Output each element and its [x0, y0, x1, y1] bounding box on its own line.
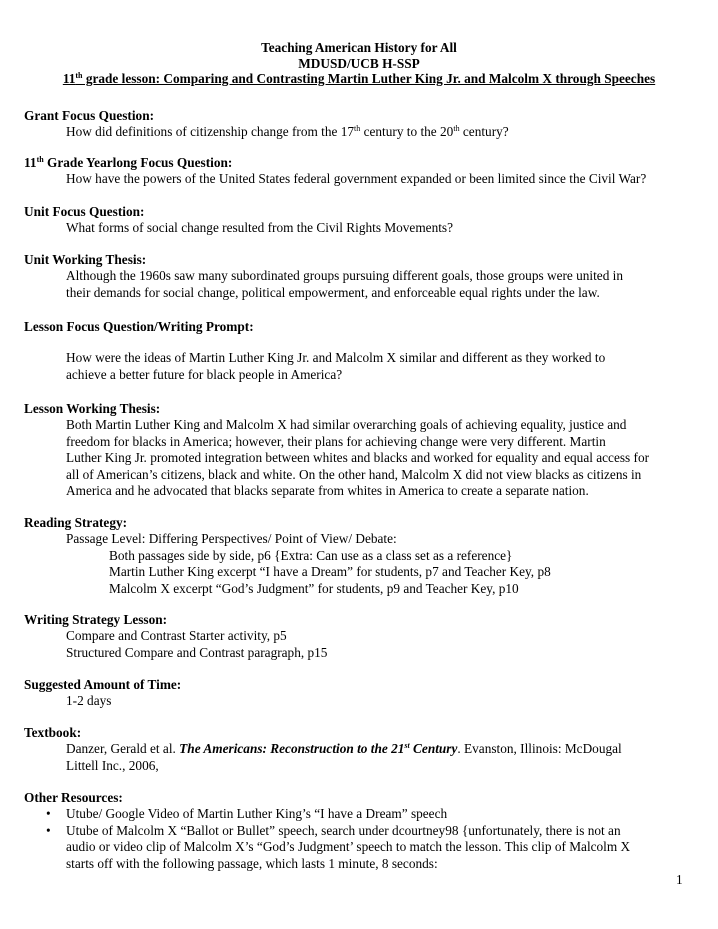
resources-list: [24, 806, 694, 872]
document-header: [0, 40, 718, 87]
textbook-citation: Danzer, Gerald et al. The Americans: Reconstruction to the 21st Century. Evanston, Illinois: McDougal: [66, 741, 622, 757]
lesson-thesis-line: all of American’s citizens, black and white. On the other hand, Malcolm X did not view blacks as citizens in: [66, 466, 642, 482]
resource-text: Utube/ Google Video of Martin Luther King’s “I have a Dream” speech: [66, 806, 448, 822]
textbook-title: The Americans: Reconstruction to the 21st Century: [179, 741, 458, 757]
reading-item: Both passages side by side, p6 {Extra: Can use as a class set as a reference}: [109, 547, 513, 563]
lesson-thesis-heading: Lesson Working Thesis:: [24, 401, 161, 416]
time-value: 1-2 days: [66, 693, 112, 709]
header-program: MDUSD/UCB H-SSP: [298, 55, 420, 71]
time-heading: Suggested Amount of Time:: [24, 677, 182, 692]
resource-text-line: Utube of Malcolm X “Ballot or Bullet” speech, search under dcourtney98 {unfortunately, there is not an: [66, 822, 621, 838]
grant-focus-question: How did definitions of citizenship change from the 17th century to the 20th century?: [66, 124, 509, 140]
yearlong-focus-question: How have the powers of the United States federal government expanded or been limited since the Civil War?: [66, 171, 647, 187]
bullet-icon: •: [46, 806, 51, 822]
resources-heading: Other Resources:: [24, 790, 123, 805]
list-item: [24, 823, 694, 872]
lesson-thesis-line: Luther King Jr. promoted integration between whites and blacks and worked for equality and equal access for: [66, 450, 650, 466]
unit-thesis-section: [24, 252, 694, 301]
resource-text-line: starts off with the following passage, which lasts 1 minute, 8 seconds:: [66, 855, 438, 871]
writing-item: Compare and Contrast Starter activity, p5: [66, 628, 287, 644]
lesson-title: 11th grade lesson: Comparing and Contrasting Martin Luther King Jr. and Malcolm X through Speeches: [62, 71, 656, 86]
writing-strategy-heading: Writing Strategy Lesson:: [24, 612, 168, 627]
unit-thesis-line: their demands for social change, political empowerment, and enforceable equal rights under the law.: [66, 284, 600, 300]
lesson-focus-line: How were the ideas of Martin Luther King Jr. and Malcolm X similar and different as they worked to: [66, 350, 606, 366]
resource-text-line: audio or video clip of Malcolm X’s “God’s Judgment’ speech to match the lesson. This clip of Malcolm X: [66, 839, 631, 855]
lesson-thesis-line: Both Martin Luther King and Malcolm X had similar overarching goals of achieving equality, justice and: [66, 417, 627, 433]
time-section: [24, 677, 694, 710]
textbook-citation-line: Littell Inc., 2006,: [66, 757, 159, 773]
lesson-focus-line: achieve a better future for black people in America?: [66, 366, 343, 382]
unit-focus-heading: Unit Focus Question:: [24, 204, 145, 219]
textbook-heading: Textbook:: [24, 725, 82, 740]
grant-focus-section: [24, 108, 694, 141]
lesson-focus-section: [24, 319, 694, 383]
reading-item: Malcolm X excerpt “God’s Judgment” for students, p9 and Teacher Key, p10: [109, 580, 519, 596]
passage-level: Passage Level: Differing Perspectives/ Point of View/ Debate:: [66, 531, 397, 547]
lesson-thesis-line: America and he advocated that blacks separate from whites in America to create a separate nation.: [66, 483, 589, 499]
lesson-thesis-line: freedom for blacks in America; however, their plans for achieving change were very different. Martin: [66, 433, 606, 449]
unit-thesis-heading: Unit Working Thesis:: [24, 252, 147, 267]
grant-focus-heading: Grant Focus Question:: [24, 108, 155, 123]
unit-thesis-line: Although the 1960s saw many subordinated groups pursuing different goals, those groups were united in: [66, 268, 624, 284]
resources-section: [24, 790, 694, 872]
writing-item: Structured Compare and Contrast paragraph, p15: [66, 644, 328, 660]
unit-focus-section: [24, 204, 694, 237]
yearlong-focus-section: [24, 155, 694, 188]
page-number: 1: [676, 872, 683, 887]
bullet-icon: •: [46, 822, 51, 838]
reading-item: Martin Luther King excerpt “I have a Dream” for students, p7 and Teacher Key, p8: [109, 564, 551, 580]
lesson-focus-heading: Lesson Focus Question/Writing Prompt:: [24, 319, 254, 334]
reading-strategy-heading: Reading Strategy:: [24, 515, 128, 530]
list-item: [24, 806, 694, 822]
textbook-section: [24, 725, 694, 774]
unit-focus-question: What forms of social change resulted from the Civil Rights Movements?: [66, 220, 453, 236]
yearlong-focus-heading: 11th Grade Yearlong Focus Question:: [24, 155, 233, 170]
reading-strategy-section: [24, 515, 694, 597]
lesson-thesis-section: [24, 401, 694, 499]
writing-strategy-section: [24, 612, 694, 661]
header-title: Teaching American History for All: [261, 40, 457, 55]
